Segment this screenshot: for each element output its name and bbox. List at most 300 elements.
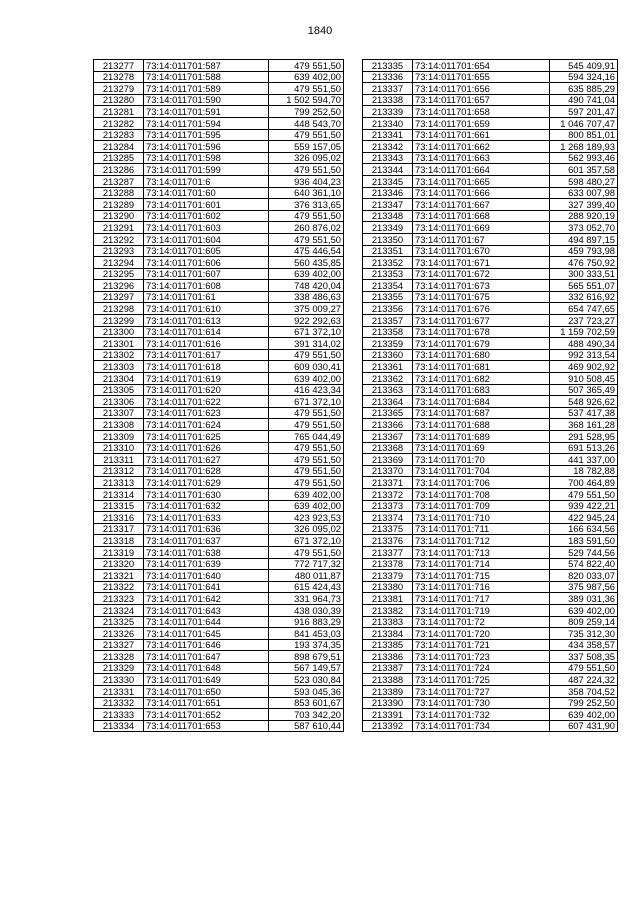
row-number: 213383 — [363, 616, 413, 628]
row-number: 213327 — [94, 639, 144, 651]
cadastral-value: 475 446,54 — [269, 245, 344, 257]
table-row — [363, 651, 618, 663]
table-row — [94, 106, 344, 118]
cadastral-value: 609 030,41 — [269, 361, 344, 373]
cadastral-number: 73:14:011701:657 — [413, 94, 550, 106]
cadastral-value: 326 095,02 — [269, 152, 344, 164]
row-number: 213283 — [94, 129, 144, 141]
cadastral-number: 73:14:011701:632 — [144, 500, 269, 512]
table-row — [94, 175, 344, 187]
cadastral-number: 73:14:011701:668 — [413, 210, 550, 222]
table-row — [363, 222, 618, 234]
table-row — [94, 199, 344, 211]
table-row — [94, 152, 344, 164]
row-number: 213363 — [363, 384, 413, 396]
table-row — [94, 349, 344, 361]
table-row — [94, 245, 344, 257]
cadastral-table-left — [93, 59, 344, 732]
cadastral-number: 73:14:011701:672 — [413, 268, 550, 280]
table-row — [363, 488, 618, 500]
cadastral-number: 73:14:011701:622 — [144, 396, 269, 408]
row-number: 213373 — [363, 500, 413, 512]
table-row — [94, 639, 344, 651]
cadastral-value: 416 423,34 — [269, 384, 344, 396]
row-number: 213298 — [94, 303, 144, 315]
cadastral-number: 73:14:011701:654 — [413, 60, 550, 72]
cadastral-value: 639 402,00 — [269, 268, 344, 280]
cadastral-number: 73:14:011701:679 — [413, 338, 550, 350]
row-number: 213321 — [94, 570, 144, 582]
cadastral-number: 73:14:011701:725 — [413, 674, 550, 686]
table-row — [363, 117, 618, 129]
cadastral-number: 73:14:011701:721 — [413, 639, 550, 651]
cadastral-value: 1 268 189,93 — [550, 141, 618, 153]
row-number: 213303 — [94, 361, 144, 373]
table-row — [363, 349, 618, 361]
row-number: 213349 — [363, 222, 413, 234]
cadastral-value: 936 404,23 — [269, 175, 344, 187]
table-row — [94, 662, 344, 674]
row-number: 213372 — [363, 488, 413, 500]
cadastral-number: 73:14:011701:629 — [144, 477, 269, 489]
cadastral-value: 559 157,05 — [269, 141, 344, 153]
table-row — [94, 187, 344, 199]
table-row — [363, 720, 618, 732]
row-number: 213330 — [94, 674, 144, 686]
table-row — [363, 535, 618, 547]
table-row — [94, 280, 344, 292]
cadastral-number: 73:14:011701:661 — [413, 129, 550, 141]
cadastral-value: 288 920,19 — [550, 210, 618, 222]
row-number: 213294 — [94, 257, 144, 269]
cadastral-value: 438 030,39 — [269, 604, 344, 616]
row-number: 213286 — [94, 164, 144, 176]
row-number: 213282 — [94, 117, 144, 129]
row-number: 213296 — [94, 280, 144, 292]
table-row — [363, 373, 618, 385]
row-number: 213314 — [94, 488, 144, 500]
cadastral-value: 479 551,50 — [269, 407, 344, 419]
cadastral-value: 479 551,50 — [269, 454, 344, 466]
row-number: 213297 — [94, 291, 144, 303]
cadastral-number: 73:14:011701:662 — [413, 141, 550, 153]
cadastral-number: 73:14:011701:676 — [413, 303, 550, 315]
cadastral-value: 1 159 702,59 — [550, 326, 618, 338]
cadastral-number: 73:14:011701:606 — [144, 257, 269, 269]
row-number: 213328 — [94, 651, 144, 663]
row-number: 213392 — [363, 720, 413, 732]
cadastral-number: 73:14:011701:641 — [144, 581, 269, 593]
cadastral-number: 73:14:011701:591 — [144, 106, 269, 118]
cadastral-number: 73:14:011701:590 — [144, 94, 269, 106]
cadastral-number: 73:14:011701:633 — [144, 512, 269, 524]
row-number: 213352 — [363, 257, 413, 269]
cadastral-value: 916 883,29 — [269, 616, 344, 628]
cadastral-number: 73:14:011701:594 — [144, 117, 269, 129]
row-number: 213353 — [363, 268, 413, 280]
table-row — [94, 488, 344, 500]
cadastral-value: 910 508,45 — [550, 373, 618, 385]
cadastral-value: 18 782,88 — [550, 465, 618, 477]
row-number: 213364 — [363, 396, 413, 408]
table-row — [363, 396, 618, 408]
cadastral-number: 73:14:011701:72 — [413, 616, 550, 628]
cadastral-number: 73:14:011701:684 — [413, 396, 550, 408]
row-number: 213369 — [363, 454, 413, 466]
row-number: 213360 — [363, 349, 413, 361]
table-row — [363, 141, 618, 153]
row-number: 213381 — [363, 593, 413, 605]
table-row — [363, 106, 618, 118]
table-row — [363, 338, 618, 350]
table-row — [363, 187, 618, 199]
cadastral-number: 73:14:011701:663 — [413, 152, 550, 164]
cadastral-value: 193 374,35 — [269, 639, 344, 651]
table-row — [363, 604, 618, 616]
cadastral-number: 73:14:011701:648 — [144, 662, 269, 674]
row-number: 213292 — [94, 233, 144, 245]
table-row — [363, 257, 618, 269]
cadastral-number: 73:14:011701:603 — [144, 222, 269, 234]
cadastral-number: 73:14:011701:67 — [413, 233, 550, 245]
row-number: 213280 — [94, 94, 144, 106]
table-row — [363, 558, 618, 570]
cadastral-value: 375 009,27 — [269, 303, 344, 315]
cadastral-value: 565 551,07 — [550, 280, 618, 292]
row-number: 213310 — [94, 442, 144, 454]
row-number: 213348 — [363, 210, 413, 222]
table-row — [363, 523, 618, 535]
cadastral-value: 490 741,04 — [550, 94, 618, 106]
row-number: 213346 — [363, 187, 413, 199]
cadastral-number: 73:14:011701:659 — [413, 117, 550, 129]
table-row — [94, 523, 344, 535]
cadastral-value: 479 551,50 — [269, 164, 344, 176]
row-number: 213340 — [363, 117, 413, 129]
cadastral-value: 487 224,32 — [550, 674, 618, 686]
cadastral-number: 73:14:011701:667 — [413, 199, 550, 211]
table-row — [94, 315, 344, 327]
row-number: 213351 — [363, 245, 413, 257]
table-row — [363, 546, 618, 558]
cadastral-value: 799 252,50 — [550, 697, 618, 709]
row-number: 213358 — [363, 326, 413, 338]
cadastral-number: 73:14:011701:656 — [413, 83, 550, 95]
cadastral-number: 73:14:011701:664 — [413, 164, 550, 176]
cadastral-number: 73:14:011701:623 — [144, 407, 269, 419]
cadastral-number: 73:14:011701:730 — [413, 697, 550, 709]
table-row — [363, 407, 618, 419]
cadastral-number: 73:14:011701:666 — [413, 187, 550, 199]
cadastral-value: 300 333,51 — [550, 268, 618, 280]
cadastral-value: 459 793,98 — [550, 245, 618, 257]
cadastral-number: 73:14:011701:734 — [413, 720, 550, 732]
row-number: 213375 — [363, 523, 413, 535]
cadastral-value: 480 011,87 — [269, 570, 344, 582]
cadastral-number: 73:14:011701:708 — [413, 488, 550, 500]
table-row — [363, 465, 618, 477]
cadastral-value: 391 314,02 — [269, 338, 344, 350]
cadastral-number: 73:14:011701:647 — [144, 651, 269, 663]
row-number: 213371 — [363, 477, 413, 489]
cadastral-value: 615 424,43 — [269, 581, 344, 593]
table-row — [94, 419, 344, 431]
row-number: 213343 — [363, 152, 413, 164]
table-row — [94, 674, 344, 686]
table-row — [363, 581, 618, 593]
cadastral-value: 598 480,27 — [550, 175, 618, 187]
table-row — [94, 373, 344, 385]
table-row — [363, 500, 618, 512]
row-number: 213290 — [94, 210, 144, 222]
cadastral-value: 523 030,84 — [269, 674, 344, 686]
cadastral-value: 237 723,27 — [550, 315, 618, 327]
cadastral-number: 73:14:011701:688 — [413, 419, 550, 431]
row-number: 213359 — [363, 338, 413, 350]
table-row — [363, 233, 618, 245]
cadastral-value: 507 365,49 — [550, 384, 618, 396]
cadastral-number: 73:14:011701:727 — [413, 686, 550, 698]
cadastral-value: 601 357,58 — [550, 164, 618, 176]
table-row — [94, 291, 344, 303]
cadastral-number: 73:14:011701:681 — [413, 361, 550, 373]
row-number: 213287 — [94, 175, 144, 187]
row-number: 213386 — [363, 651, 413, 663]
cadastral-value: 373 052,70 — [550, 222, 618, 234]
cadastral-number: 73:14:011701:619 — [144, 373, 269, 385]
cadastral-number: 73:14:011701:607 — [144, 268, 269, 280]
table-row — [363, 419, 618, 431]
table-row — [363, 175, 618, 187]
cadastral-value: 423 923,53 — [269, 512, 344, 524]
row-number: 213329 — [94, 662, 144, 674]
cadastral-number: 73:14:011701:680 — [413, 349, 550, 361]
cadastral-table-right — [362, 59, 618, 732]
row-number: 213301 — [94, 338, 144, 350]
row-number: 213334 — [94, 720, 144, 732]
table-row — [94, 709, 344, 721]
table-row — [363, 280, 618, 292]
cadastral-value: 922 292,63 — [269, 315, 344, 327]
cadastral-number: 73:14:011701:715 — [413, 570, 550, 582]
row-number: 213326 — [94, 628, 144, 640]
cadastral-value: 597 201,47 — [550, 106, 618, 118]
cadastral-number: 73:14:011701:717 — [413, 593, 550, 605]
cadastral-number: 73:14:011701:713 — [413, 546, 550, 558]
cadastral-value: 529 744,56 — [550, 546, 618, 558]
cadastral-value: 633 007,98 — [550, 187, 618, 199]
cadastral-value: 939 422,21 — [550, 500, 618, 512]
table-row — [363, 616, 618, 628]
row-number: 213356 — [363, 303, 413, 315]
table-row — [94, 396, 344, 408]
cadastral-value: 479 551,50 — [550, 488, 618, 500]
cadastral-value: 898 679,51 — [269, 651, 344, 663]
table-row — [94, 477, 344, 489]
cadastral-value: 639 402,00 — [269, 373, 344, 385]
row-number: 213313 — [94, 477, 144, 489]
cadastral-value: 332 616,92 — [550, 291, 618, 303]
row-number: 213370 — [363, 465, 413, 477]
cadastral-number: 73:14:011701:599 — [144, 164, 269, 176]
cadastral-number: 73:14:011701:639 — [144, 558, 269, 570]
row-number: 213333 — [94, 709, 144, 721]
row-number: 213347 — [363, 199, 413, 211]
cadastral-number: 73:14:011701:624 — [144, 419, 269, 431]
row-number: 213374 — [363, 512, 413, 524]
cadastral-number: 73:14:011701:605 — [144, 245, 269, 257]
cadastral-number: 73:14:011701:61 — [144, 291, 269, 303]
table-row — [363, 361, 618, 373]
row-number: 213308 — [94, 419, 144, 431]
cadastral-number: 73:14:011701:604 — [144, 233, 269, 245]
row-number: 213389 — [363, 686, 413, 698]
cadastral-value: 548 926,62 — [550, 396, 618, 408]
table-row — [363, 199, 618, 211]
cadastral-number: 73:14:011701:613 — [144, 315, 269, 327]
cadastral-value: 479 551,50 — [269, 546, 344, 558]
table-row — [363, 697, 618, 709]
row-number: 213391 — [363, 709, 413, 721]
row-number: 213380 — [363, 581, 413, 593]
cadastral-number: 73:14:011701:652 — [144, 709, 269, 721]
table-row — [363, 152, 618, 164]
cadastral-number: 73:14:011701:716 — [413, 581, 550, 593]
cadastral-value: 183 591,50 — [550, 535, 618, 547]
table-row — [94, 233, 344, 245]
row-number: 213322 — [94, 581, 144, 593]
table-row — [94, 338, 344, 350]
cadastral-value: 639 402,00 — [269, 71, 344, 83]
row-number: 213355 — [363, 291, 413, 303]
cadastral-value: 640 361,10 — [269, 187, 344, 199]
table-row — [363, 315, 618, 327]
row-number: 213304 — [94, 373, 144, 385]
row-number: 213362 — [363, 373, 413, 385]
cadastral-number: 73:14:011701:709 — [413, 500, 550, 512]
table-row — [94, 581, 344, 593]
table-row — [363, 164, 618, 176]
cadastral-value: 441 337,00 — [550, 454, 618, 466]
table-row — [94, 384, 344, 396]
table-row — [94, 442, 344, 454]
cadastral-number: 73:14:011701:596 — [144, 141, 269, 153]
cadastral-value: 639 402,00 — [550, 604, 618, 616]
row-number: 213344 — [363, 164, 413, 176]
cadastral-value: 607 431,90 — [550, 720, 618, 732]
cadastral-value: 594 324,16 — [550, 71, 618, 83]
cadastral-number: 73:14:011701:649 — [144, 674, 269, 686]
row-number: 213281 — [94, 106, 144, 118]
table-row — [363, 662, 618, 674]
cadastral-number: 73:14:011701:658 — [413, 106, 550, 118]
cadastral-number: 73:14:011701:714 — [413, 558, 550, 570]
row-number: 213338 — [363, 94, 413, 106]
cadastral-value: 800 851,01 — [550, 129, 618, 141]
cadastral-number: 73:14:011701:60 — [144, 187, 269, 199]
row-number: 213357 — [363, 315, 413, 327]
cadastral-number: 73:14:011701:655 — [413, 71, 550, 83]
cadastral-number: 73:14:011701:608 — [144, 280, 269, 292]
cadastral-number: 73:14:011701:704 — [413, 465, 550, 477]
row-number: 213368 — [363, 442, 413, 454]
cadastral-number: 73:14:011701:625 — [144, 431, 269, 443]
row-number: 213302 — [94, 349, 144, 361]
table-row — [94, 720, 344, 732]
table-row — [363, 129, 618, 141]
table-row — [363, 268, 618, 280]
table-row — [94, 431, 344, 443]
table-row — [363, 628, 618, 640]
table-row — [363, 686, 618, 698]
table-row — [94, 164, 344, 176]
cadastral-number: 73:14:011701:719 — [413, 604, 550, 616]
row-number: 213345 — [363, 175, 413, 187]
table-row — [363, 454, 618, 466]
cadastral-value: 809 259,14 — [550, 616, 618, 628]
cadastral-number: 73:14:011701:637 — [144, 535, 269, 547]
cadastral-value: 772 717,32 — [269, 558, 344, 570]
table-row — [94, 546, 344, 558]
row-number: 213300 — [94, 326, 144, 338]
table-row — [363, 384, 618, 396]
cadastral-number: 73:14:011701:712 — [413, 535, 550, 547]
table-row — [94, 616, 344, 628]
cadastral-value: 479 551,50 — [269, 477, 344, 489]
table-row — [94, 465, 344, 477]
cadastral-value: 479 551,50 — [550, 662, 618, 674]
cadastral-number: 73:14:011701:589 — [144, 83, 269, 95]
cadastral-number: 73:14:011701:645 — [144, 628, 269, 640]
row-number: 213315 — [94, 500, 144, 512]
cadastral-value: 389 031,36 — [550, 593, 618, 605]
row-number: 213365 — [363, 407, 413, 419]
table-row — [94, 407, 344, 419]
row-number: 213277 — [94, 60, 144, 72]
row-number: 213388 — [363, 674, 413, 686]
cadastral-value: 593 045,36 — [269, 686, 344, 698]
row-number: 213295 — [94, 268, 144, 280]
cadastral-value: 494 897,15 — [550, 233, 618, 245]
cadastral-value: 448 543,70 — [269, 117, 344, 129]
cadastral-value: 574 822,40 — [550, 558, 618, 570]
cadastral-value: 639 402,00 — [550, 709, 618, 721]
table-row — [94, 71, 344, 83]
table-row — [94, 686, 344, 698]
row-number: 213311 — [94, 454, 144, 466]
cadastral-value: 639 402,00 — [269, 488, 344, 500]
table-row — [363, 593, 618, 605]
row-number: 213325 — [94, 616, 144, 628]
cadastral-number: 73:14:011701:723 — [413, 651, 550, 663]
cadastral-number: 73:14:011701:640 — [144, 570, 269, 582]
cadastral-number: 73:14:011701:601 — [144, 199, 269, 211]
cadastral-number: 73:14:011701:670 — [413, 245, 550, 257]
row-number: 213376 — [363, 535, 413, 547]
cadastral-value: 479 551,50 — [269, 442, 344, 454]
cadastral-number: 73:14:011701:630 — [144, 488, 269, 500]
table-row — [94, 83, 344, 95]
table-row — [94, 129, 344, 141]
cadastral-value: 488 490,34 — [550, 338, 618, 350]
row-number: 213377 — [363, 546, 413, 558]
cadastral-number: 73:14:011701:588 — [144, 71, 269, 83]
cadastral-number: 73:14:011701:724 — [413, 662, 550, 674]
table-row — [363, 477, 618, 489]
cadastral-value: 1 502 594,70 — [269, 94, 344, 106]
row-number: 213279 — [94, 83, 144, 95]
cadastral-number: 73:14:011701:618 — [144, 361, 269, 373]
